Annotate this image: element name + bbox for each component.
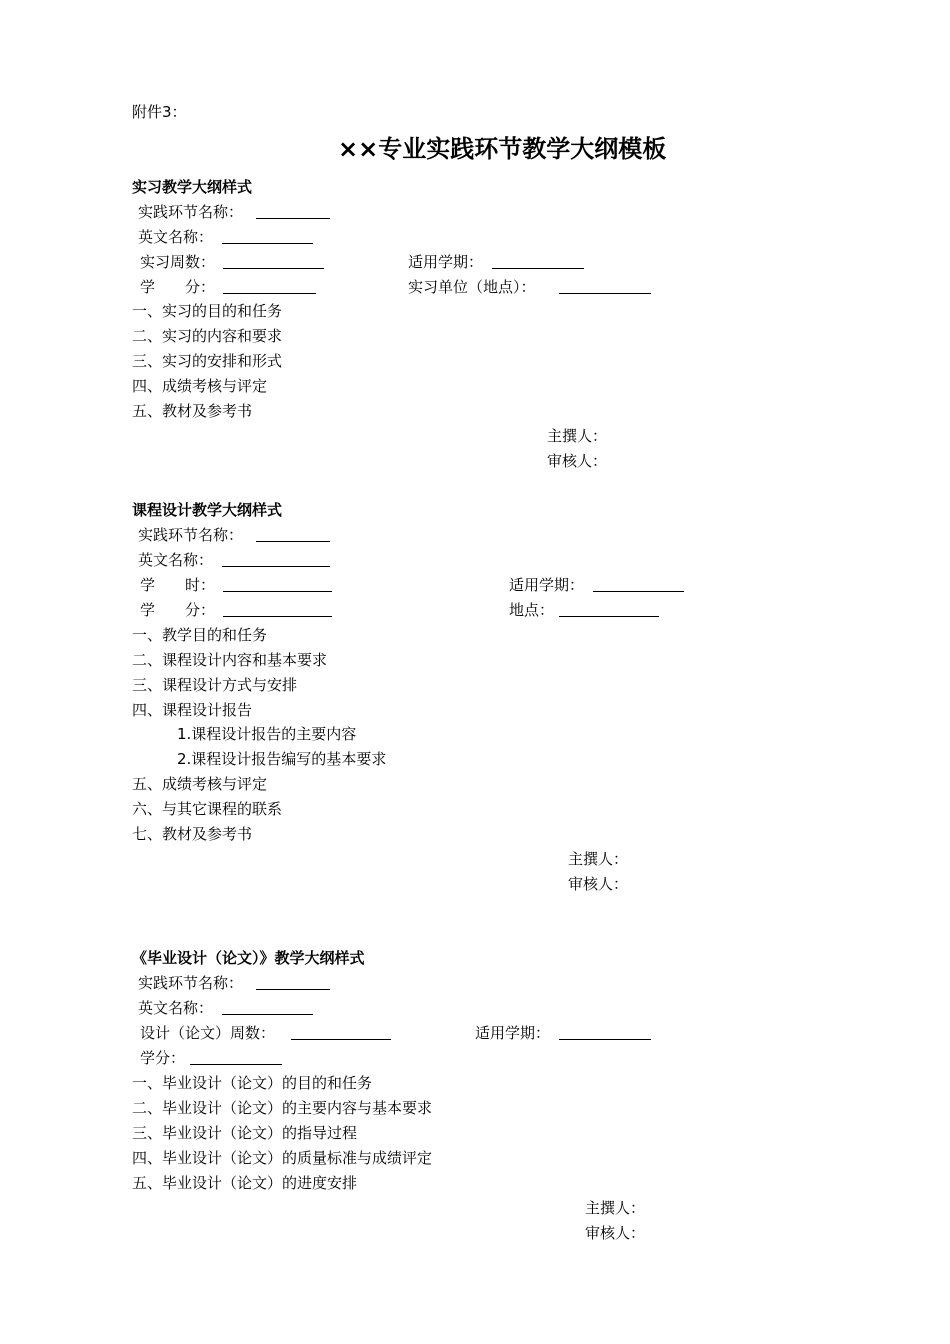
internship-unit-blank xyxy=(559,293,651,294)
graduation-credit-blank xyxy=(190,1064,282,1065)
course-design-semester-label: 适用学期： xyxy=(509,576,585,594)
internship-item: 一、实习的目的和任务 xyxy=(132,302,283,320)
internship-item: 五、教材及参考书 xyxy=(132,402,253,420)
graduation-weeks-blank xyxy=(291,1039,391,1040)
course-design-heading: 课程设计教学大纲样式 xyxy=(132,501,283,519)
course-design-practice-name-label: 实践环节名称： xyxy=(138,526,244,544)
internship-english-name-label: 英文名称： xyxy=(138,228,214,246)
course-design-item: 七、教材及参考书 xyxy=(132,825,253,843)
graduation-weeks-label: 设计（论文）周数： xyxy=(140,1024,276,1042)
internship-heading: 实习教学大纲样式 xyxy=(132,178,253,196)
course-design-item: 五、成绩考核与评定 xyxy=(132,775,268,793)
course-design-credit-blank xyxy=(223,616,332,617)
internship-semester-label: 适用学期： xyxy=(408,253,484,271)
graduation-item: 二、毕业设计（论文）的主要内容与基本要求 xyxy=(132,1099,433,1117)
graduation-english-name-blank xyxy=(222,1014,313,1015)
course-design-sub-item: 2.课程设计报告编写的基本要求 xyxy=(177,750,387,768)
course-design-credit-label: 学 分： xyxy=(140,601,216,619)
course-design-hours-blank xyxy=(223,591,332,592)
graduation-english-name-label: 英文名称： xyxy=(138,999,214,1017)
internship-item: 四、成绩考核与评定 xyxy=(132,377,268,395)
graduation-practice-name-blank xyxy=(256,989,330,990)
graduation-semester-label: 适用学期： xyxy=(475,1024,551,1042)
graduation-reviewer-label: 审核人： xyxy=(585,1224,646,1242)
course-design-item: 六、与其它课程的联系 xyxy=(132,800,283,818)
course-design-english-name-blank xyxy=(222,566,330,567)
internship-semester-blank xyxy=(492,268,584,269)
internship-practice-name-label: 实践环节名称： xyxy=(138,203,244,221)
course-design-item: 三、课程设计方式与安排 xyxy=(132,676,298,694)
course-design-english-name-label: 英文名称： xyxy=(138,551,214,569)
graduation-item: 四、毕业设计（论文）的质量标准与成绩评定 xyxy=(132,1149,433,1167)
attachment-label: 附件3： xyxy=(132,103,187,121)
internship-item: 三、实习的安排和形式 xyxy=(132,352,283,370)
graduation-practice-name-label: 实践环节名称： xyxy=(138,974,244,992)
course-design-location-label: 地点： xyxy=(509,601,555,619)
internship-credit-blank xyxy=(223,293,316,294)
graduation-credit-label: 学分： xyxy=(140,1049,186,1067)
internship-author-label: 主撰人： xyxy=(547,427,608,445)
graduation-heading: 《毕业设计（论文）》教学大纲样式 xyxy=(132,949,365,967)
internship-item: 二、实习的内容和要求 xyxy=(132,327,283,345)
course-design-author-label: 主撰人： xyxy=(568,850,629,868)
internship-unit-label: 实习单位（地点）： xyxy=(408,278,536,296)
internship-weeks-blank xyxy=(223,268,324,269)
internship-practice-name-blank xyxy=(256,218,330,219)
internship-reviewer-label: 审核人： xyxy=(547,452,608,470)
page-title: ××专业实践环节教学大纲模板 xyxy=(338,135,667,163)
course-design-sub-item: 1.课程设计报告的主要内容 xyxy=(177,725,357,743)
graduation-semester-blank xyxy=(559,1039,651,1040)
course-design-location-blank xyxy=(559,616,659,617)
course-design-semester-blank xyxy=(593,591,684,592)
course-design-item: 一、教学目的和任务 xyxy=(132,626,268,644)
course-design-practice-name-blank xyxy=(256,541,330,542)
course-design-hours-label: 学 时： xyxy=(140,576,216,594)
internship-weeks-label: 实习周数： xyxy=(140,253,216,271)
internship-credit-label: 学 分： xyxy=(140,278,216,296)
internship-english-name-blank xyxy=(222,243,313,244)
graduation-item: 三、毕业设计（论文）的指导过程 xyxy=(132,1124,358,1142)
course-design-item: 二、课程设计内容和基本要求 xyxy=(132,651,328,669)
graduation-item: 一、毕业设计（论文）的目的和任务 xyxy=(132,1074,373,1092)
course-design-reviewer-label: 审核人： xyxy=(568,875,629,893)
graduation-item: 五、毕业设计（论文）的进度安排 xyxy=(132,1174,358,1192)
course-design-item: 四、课程设计报告 xyxy=(132,701,253,719)
graduation-author-label: 主撰人： xyxy=(585,1199,646,1217)
